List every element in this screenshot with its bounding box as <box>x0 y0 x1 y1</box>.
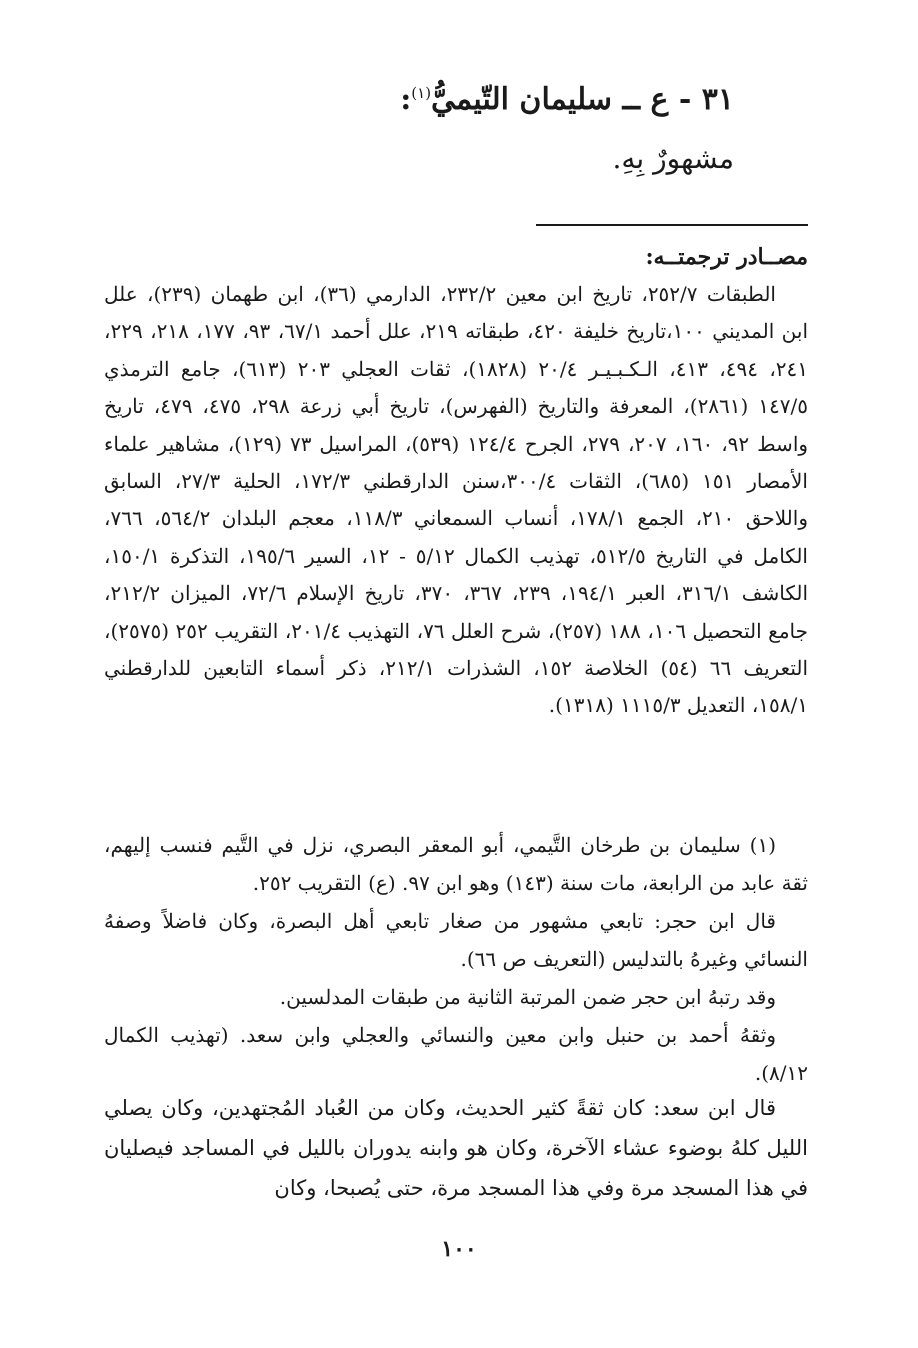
footnote-divider <box>536 224 808 226</box>
entry-title-text: ٣١ - ع ــ سليمان التّيميُّ <box>431 82 734 117</box>
page-number: ١٠٠ <box>441 1236 477 1262</box>
footnote-paragraph: وقد رتبهُ ابن حجر ضمن المرتبة الثانية من طبقات المدلسين. <box>279 985 776 1009</box>
footnote-marker: (١) <box>411 84 432 102</box>
entry-title-suffix: : <box>400 82 412 117</box>
footnote-paragraph: قال ابن حجر: تابعي مشهور من صغار تابعي أهل البصرة، وكان فاضلاً وصفهُ النسائي وغيرهُ بالتدليس (التعريف ص ٦٦). <box>104 909 808 971</box>
sources-paragraph: الطبقات ٢٥٢/٧، تاريخ ابن معين ٢٣٢/٢، الدارمي (٣٦)، ابن طهمان (٢٣٩)، علل ابن المديني ١٠٠،تاريخ خليفة ٤٢٠، طبقاته ٢١٩، علل أحمد ٦٧/١، ٩٣، ١٧٧، ٢١٨، ٢٢٩، ٢٤١، ٤٩٤، ٤١٣، الـكـبـيـر ٢٠/٤ (١٨٢٨)، ثقات العجلي ٢٠٣ (٦١٣)، جامع الترمذي ١٤٧/٥ (٢٨٦١)، المعرفة والتاريخ (الفهرس)، تاريخ أبي زرعة ٢٩٨، ٤٧٥، ٤٧٩، تاريخ واسط ٩٢، ١٦٠، ٢٠٧، ٢٧٩، الجرح ١٢٤/٤ (٥٣٩)، المراسيل ٧٣ (١٢٩)، مشاهير علماء الأمصار ١٥١ (٦٨٥)، الثقات ٣٠٠/٤،سنن الدارقطني ١٧٢/٣، الحلية ٢٧/٣، السابق واللاحق ٢١٠، الجمع ١٧٨/١، أنساب السمعاني ١١٨/٣، معجم البلدان ٥٦٤/٢، ٧٦٦، الكامل في التاريخ ٥١٢/٥، تهذيب الكمال ٥/١٢ - ١٢، السير ١٩٥/٦، التذكرة ١٥٠/١، الكاشف ٣١٦/١، العبر ١٩٤/١، ٢٣٩، ٣٦٧، ٣٧٠، تاريخ الإسلام ٧٢/٦، الميزان ٢١٢/٢، جامع التحصيل ١٠٦، ١٨٨ (٢٥٧)، شرح العلل ٧٦، التهذيب ٢٠١/٤، التقريب ٢٥٢ (٢٥٧٥)، التعريف ٦٦ (٥٤) الخلاصة ١٥٢، الشذرات ٢١٢/١، ذكر أسماء التابعين للدارقطني ١٥٨/١، التعديل ١١١٥/٣ (١٣١٨). <box>104 282 809 718</box>
entry-title <box>400 82 734 118</box>
footnote-block <box>104 826 808 1092</box>
entry-status: مشهورٌ بِهِ. <box>612 142 734 175</box>
continuation-block <box>104 1088 808 1208</box>
footnote-paragraph: قال ابن سعد: كان ثقةً كثير الحديث، وكان من العُباد المُجتهدين، وكان يصلي الليل كلهُ بوضوء عشاء الآخرة، وكان هو وابنه يدوران بالليل في المساجد فيصليان في هذا المسجد مرة وفي هذا المسجد مرة، حتى يُصبحا، وكان <box>104 1096 808 1200</box>
footnote-paragraph: وثقهُ أحمد بن حنبل وابن معين والنسائي والعجلي وابن سعد. (تهذيب الكمال ٨/١٢). <box>104 1023 808 1085</box>
sources-heading: مصــادر ترجمتــه: <box>645 244 808 270</box>
footnote-paragraph: (١) سليمان بن طرخان التَّيمي، أبو المعقر البصري، نزل في التَّيم فنسب إليهم، ثقة عابد من الرابعة، مات سنة (١٤٣) وهو ابن ٩٧. (ع) التقريب ٢٥٢. <box>104 833 808 895</box>
sources-body <box>104 276 808 725</box>
